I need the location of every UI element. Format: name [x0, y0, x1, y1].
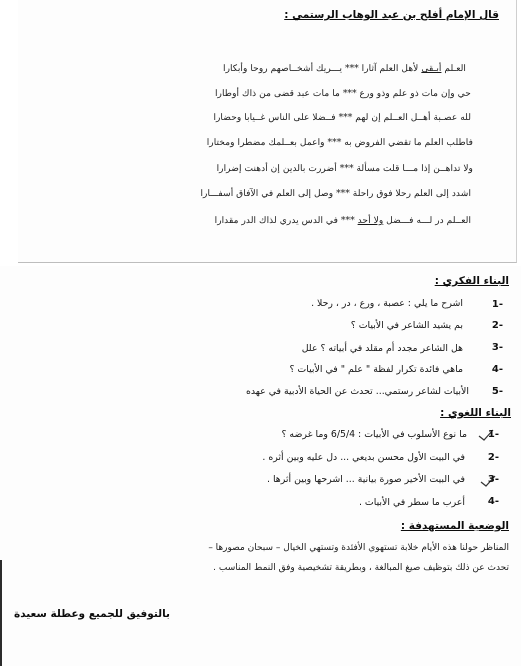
section-title-situation: الوضعية المستهدفة : [400, 520, 509, 532]
lq4-number: 4- [487, 496, 499, 507]
situation-line-1: المناظر حولنا هذه الأيام خلابة تستهوي الأفئدة وتستهي الخيال – سبحان مصورها – [208, 543, 509, 553]
q5-number: 5- [491, 386, 503, 397]
intro-heading: قال الإمام أفلح بن عبد الوهاب الرستمي : [284, 9, 499, 21]
verse-underlined-word: ولا أحد [357, 215, 384, 226]
poem-verse-5: ولا تداهــن إذا مـــا قلت مسألة *** أضررت بالدين إن أدهنت إضرارا [216, 163, 473, 174]
q4-text: ماهي فائدة تكرار لفظة " علم " في الأبيات ؟ [289, 364, 463, 375]
poem-verse-3: لله عصـبة أهــل العــلم إن لهم *** فــضلا على الناس غــيابا وحضارا [213, 112, 471, 123]
verse-text: *** في الدس يدري لذاك الدر مقدارا [214, 215, 358, 226]
section-title-thought: البناء الفكري : [434, 275, 509, 287]
left-edge-line [0, 560, 2, 666]
q5-text: الأبيات لشاعر رستمي... تحدث عن الحياة الأدبية في عهده [245, 386, 469, 397]
lq3-number: 3- [487, 474, 499, 485]
verse-text: لأهل العلم آثارا *** يـــريك أشخــاصهم روحا وأبكارا [223, 63, 422, 74]
q4-number: 4- [491, 364, 503, 375]
q3-number: 3- [491, 342, 503, 353]
poem-verse-1 [223, 63, 466, 74]
lq2-number: 2- [487, 452, 499, 463]
q1-number: 1- [491, 299, 503, 310]
verse-underlined-word: أبـقى [421, 63, 442, 74]
section-title-language: البناء اللغوي : [440, 407, 511, 419]
lq2-text: في البيت الأول محسن بديعي ... دل عليه وبين أثره . [262, 452, 465, 463]
q1-text: اشرح ما يلي : عصبة ، ورع ، در ، رحلا . [311, 298, 463, 309]
lq4-text: أعرب ما سطر في الأبيات . [358, 497, 465, 508]
lq1-number: 1- [487, 429, 499, 440]
q3-text: هل الشاعر مجدد أم مقلد في أبياته ؟ علل [301, 343, 463, 354]
poem-verse-6: اشدد إلى العلم رحلا فوق راحلة *** وصل إلى العلم في الآفاق أسفـــارا [200, 188, 471, 199]
verse-text: العـلم [441, 63, 466, 74]
footer-wish: بالتوفيق للجميع وعطلة سعيدة [14, 608, 170, 620]
lq1-text: ما نوع الأسلوب في الأبيات : 6/5/4 وما غرضه ؟ [281, 429, 467, 440]
q2-text: بم يشيد الشاعر في الأبيات ؟ [350, 320, 463, 331]
poem-verse-7 [215, 215, 471, 226]
q2-number: 2- [491, 320, 503, 331]
verse-text: العــلم در لـــه فـــضل [383, 215, 471, 226]
poem-verse-2: حي وإن مات ذو علم وذو ورع *** ما مات عبد قضى من ذاك أوطارا [214, 88, 471, 99]
lq3-text: في البيت الأخير صورة بيانية ... اشرحها وبين أثرها . [266, 474, 465, 485]
poem-verse-4: فاطلب العلم ما تقضي الفروض به *** واعمل بعــلمك مضطرا ومختارا [206, 137, 473, 148]
situation-line-2: تحدث عن ذلك بتوظيف صيغ المبالغة ، وبطريقة تشخيصية وفق النمط المناسب . [213, 563, 509, 573]
